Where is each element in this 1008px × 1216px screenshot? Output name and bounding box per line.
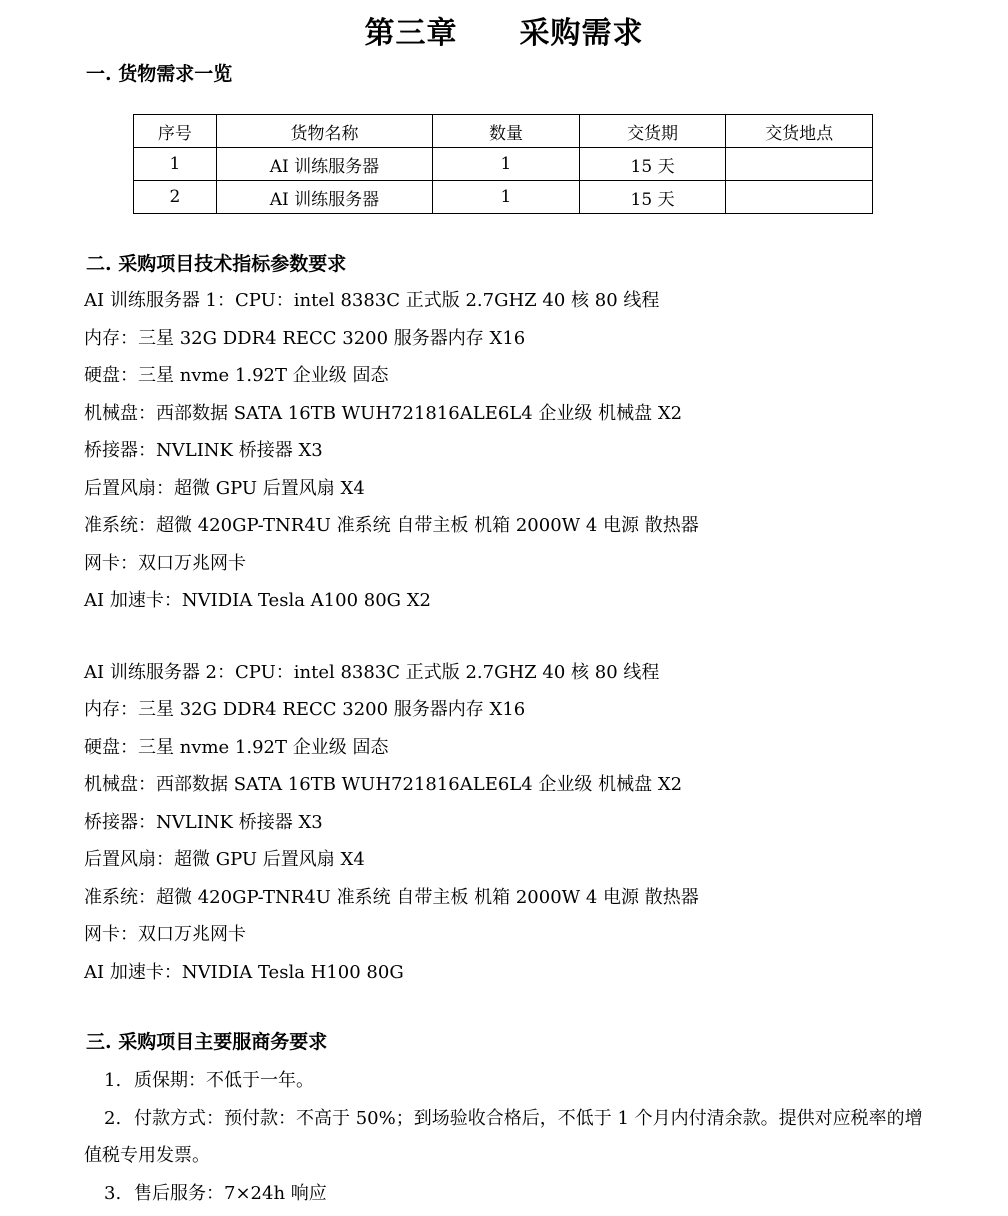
table-header-name: 货物名称 <box>216 115 432 148</box>
spec-line: AI 加速卡：NVIDIA Tesla A100 80G X2 <box>84 590 432 611</box>
business-terms-list <box>84 1062 924 1212</box>
spec-gap <box>84 620 699 654</box>
spec-line: 后置风扇：超微 GPU 后置风扇 X4 <box>84 477 365 499</box>
table-header-seq: 序号 <box>134 115 217 148</box>
table-cell-place <box>726 181 873 214</box>
table-cell-name: AI 训练服务器 <box>216 148 432 181</box>
spec-line: 桥接器：NVLINK 桥接器 X3 <box>84 811 323 833</box>
table-cell-period: 15 天 <box>579 148 726 181</box>
spec-line: 硬盘：三星 nvme 1.92T 企业级 固态 <box>84 736 389 758</box>
term-text: 质保期：不低于一年。 <box>134 1070 314 1091</box>
table-cell-qty: 1 <box>433 181 580 214</box>
list-item <box>84 1100 924 1175</box>
spec-line: AI 训练服务器 1：CPU：intel 8383C 正式版 2.7GHZ 40 核 80 线程 <box>84 290 660 311</box>
chapter-title: 第三章 采购需求 <box>364 16 644 51</box>
section-heading-tech: 二. 采购项目技术指标参数要求 <box>86 253 347 275</box>
table-header-place: 交货地点 <box>726 115 873 148</box>
table-cell-place <box>726 148 873 181</box>
spec-line: 机械盘：西部数据 SATA 16TB WUH721816ALE6L4 企业级 机械盘 X2 <box>84 402 683 424</box>
term-number: 2. <box>104 1107 122 1129</box>
table-header-qty: 数量 <box>433 115 580 148</box>
spec-line: 硬盘：三星 nvme 1.92T 企业级 固态 <box>84 365 389 386</box>
table-header-row <box>134 115 873 148</box>
table-cell-name: AI 训练服务器 <box>216 181 432 214</box>
spec-line: 内存：三星 32G DDR4 RECC 3200 服务器内存 X16 <box>84 699 526 720</box>
table-header-period: 交货期 <box>579 115 726 148</box>
spec-line: 准系统：超微 420GP-TNR4U 准系统 自带主板 机箱 2000W 4 电源 散热器 <box>84 886 699 908</box>
section-heading-goods: 一. 货物需求一览 <box>86 63 233 85</box>
section-heading-business: 三. 采购项目主要服商务要求 <box>86 1031 328 1053</box>
term-text: 付款方式：预付款：不高于 50%；到场验收合格后，不低于 1 个月内付清余款。提供对应税率的增值税专用发票。 <box>84 1107 923 1166</box>
goods-table <box>133 114 873 214</box>
table-row <box>134 148 873 181</box>
spec-line: 准系统：超微 420GP-TNR4U 准系统 自带主板 机箱 2000W 4 电源 散热器 <box>84 515 699 536</box>
list-item <box>84 1062 924 1100</box>
term-text: 售后服务：7×24h 响应 <box>134 1182 327 1204</box>
term-number: 1. <box>104 1070 122 1091</box>
spec-list <box>84 282 699 991</box>
table-cell-seq: 1 <box>134 148 217 181</box>
spec-line: 网卡：双口万兆网卡 <box>84 924 246 945</box>
spec-line: 内存：三星 32G DDR4 RECC 3200 服务器内存 X16 <box>84 327 526 349</box>
table-cell-seq: 2 <box>134 181 217 214</box>
table-cell-qty: 1 <box>433 148 580 181</box>
term-number: 3. <box>104 1182 122 1204</box>
spec-line: AI 加速卡：NVIDIA Tesla H100 80G <box>84 961 404 983</box>
table-row <box>134 181 873 214</box>
table-cell-period: 15 天 <box>579 181 726 214</box>
spec-line: 后置风扇：超微 GPU 后置风扇 X4 <box>84 849 365 870</box>
spec-line: 网卡：双口万兆网卡 <box>84 552 246 574</box>
spec-line: 机械盘：西部数据 SATA 16TB WUH721816ALE6L4 企业级 机械盘 X2 <box>84 774 683 795</box>
spec-line: 桥接器：NVLINK 桥接器 X3 <box>84 440 323 461</box>
list-item <box>84 1175 924 1213</box>
spec-line: AI 训练服务器 2：CPU：intel 8383C 正式版 2.7GHZ 40 核 80 线程 <box>84 661 660 683</box>
